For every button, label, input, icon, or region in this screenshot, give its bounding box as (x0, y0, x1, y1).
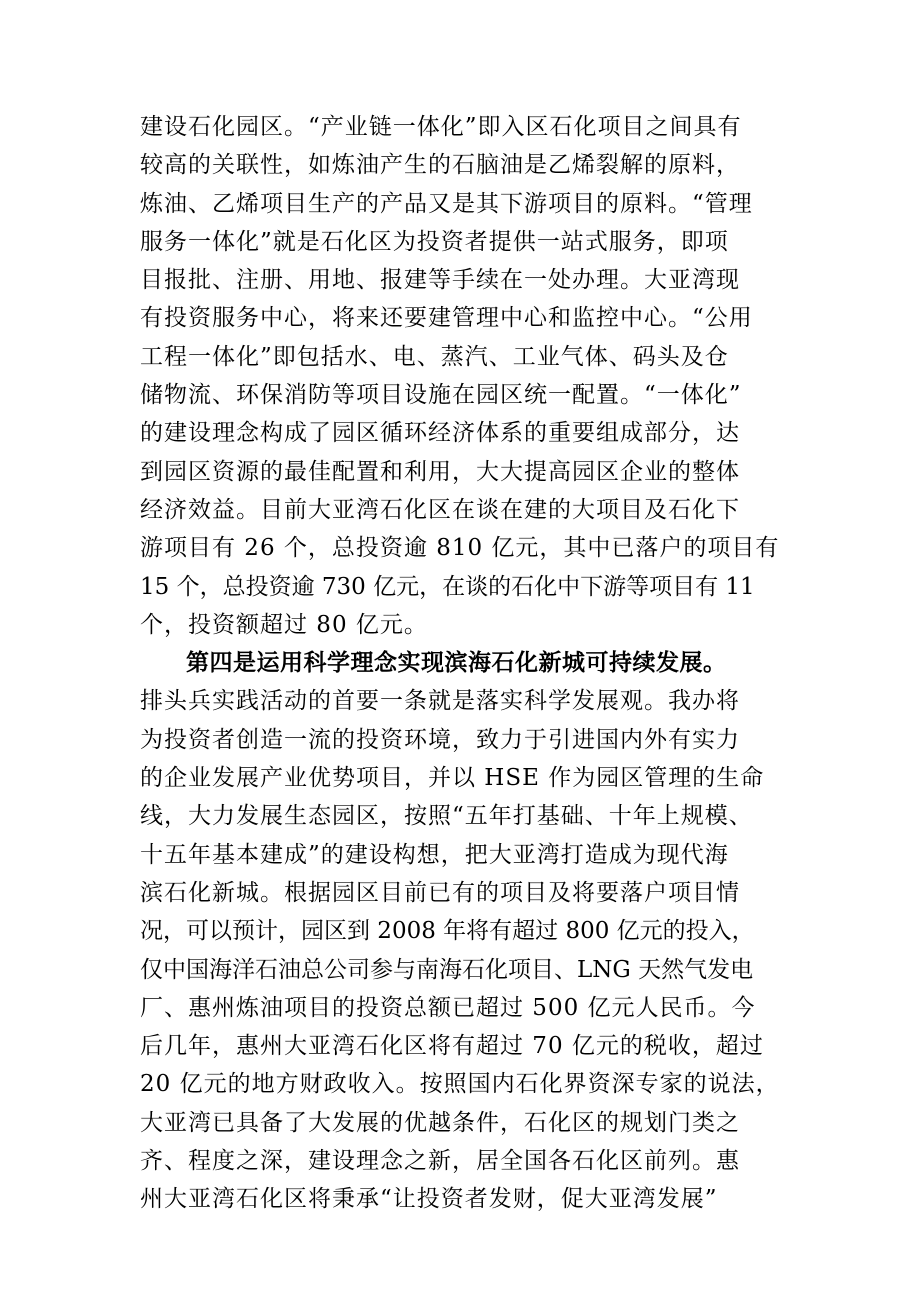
text-line: 的企业发展产业优势项目，并以 HSE 作为园区管理的生命 (140, 765, 765, 792)
text-line: 到园区资源的最佳配置和利用，大大提高园区企业的整体 (140, 458, 740, 485)
text-line: 20 亿元的地方财政收入。按照国内石化界资深专家的说法， (140, 1071, 780, 1098)
text-line: 齐、程度之深，建设理念之新，居全国各石化区前列。惠 (140, 1148, 740, 1175)
text-line: 滨石化新城。根据园区目前已有的项目及将要落户项目情 (140, 879, 740, 906)
text-line: 州大亚湾石化区将秉承“让投资者发财，促大亚湾发展” (140, 1186, 718, 1213)
text-line: 十五年基本建成”的建设构想，把大亚湾打造成为现代海 (140, 841, 729, 868)
text-line: 经济效益。目前大亚湾石化区在谈在建的大项目及石化下 (140, 496, 740, 523)
text-line: 为投资者创造一流的投资环境，致力于引进国内外有实力 (140, 726, 740, 753)
text-line: 服务一体化”就是石化区为投资者提供一站式服务，即项 (140, 228, 729, 255)
text-line: 个，投资额超过 80 亿元。 (140, 611, 428, 638)
section-heading: 第四是运用科学理念实现滨海石化新城可持续发展。 (186, 650, 727, 677)
text-line: 的建设理念构成了园区循环经济体系的重要组成部分，达 (140, 420, 740, 447)
text-line: 较高的关联性，如炼油产生的石脑油是乙烯裂解的原料， (140, 152, 740, 179)
text-line: 有投资服务中心，将来还要建管理中心和监控中心。“公用 (140, 305, 753, 332)
text-line: 仅中国海洋石油总公司参与南海石化项目、LNG 天然气发电 (140, 956, 754, 983)
body-text (140, 108, 780, 1219)
text-line: 况，可以预计，园区到 2008 年将有超过 800 亿元的投入， (140, 918, 755, 945)
text-line: 炼油、乙烯项目生产的产品又是其下游项目的原料。“管理 (140, 190, 753, 217)
text-line: 厂、惠州炼油项目的投资总额已超过 500 亿元人民币。今 (140, 994, 756, 1021)
text-line: 储物流、环保消防等项目设施在园区统一配置。“一体化” (140, 382, 742, 409)
text-line: 建设石化园区。“产业链一体化”即入区石化项目之间具有 (140, 114, 742, 140)
text-line: 游项目有 26 个，总投资逾 810 亿元，其中已落户的项目有 (140, 535, 780, 562)
text-line: 目报批、注册、用地、报建等手续在一处办理。大亚湾现 (140, 267, 740, 294)
text-line: 大亚湾已具备了大发展的优越条件，石化区的规划门类之 (140, 1109, 740, 1136)
text-line: 排头兵实践活动的首要一条就是落实科学发展观。我办将 (140, 688, 740, 715)
text-line: 工程一体化”即包括水、电、蒸汽、工业气体、码头及仓 (140, 343, 729, 370)
text-line: 线，大力发展生态园区，按照“五年打基础、十年上规模、 (140, 803, 753, 830)
text-line: 后几年，惠州大亚湾石化区将有超过 70 亿元的税收，超过 (140, 1033, 764, 1060)
text-line: 15 个，总投资逾 730 亿元，在谈的石化中下游等项目有 11 (140, 573, 755, 600)
